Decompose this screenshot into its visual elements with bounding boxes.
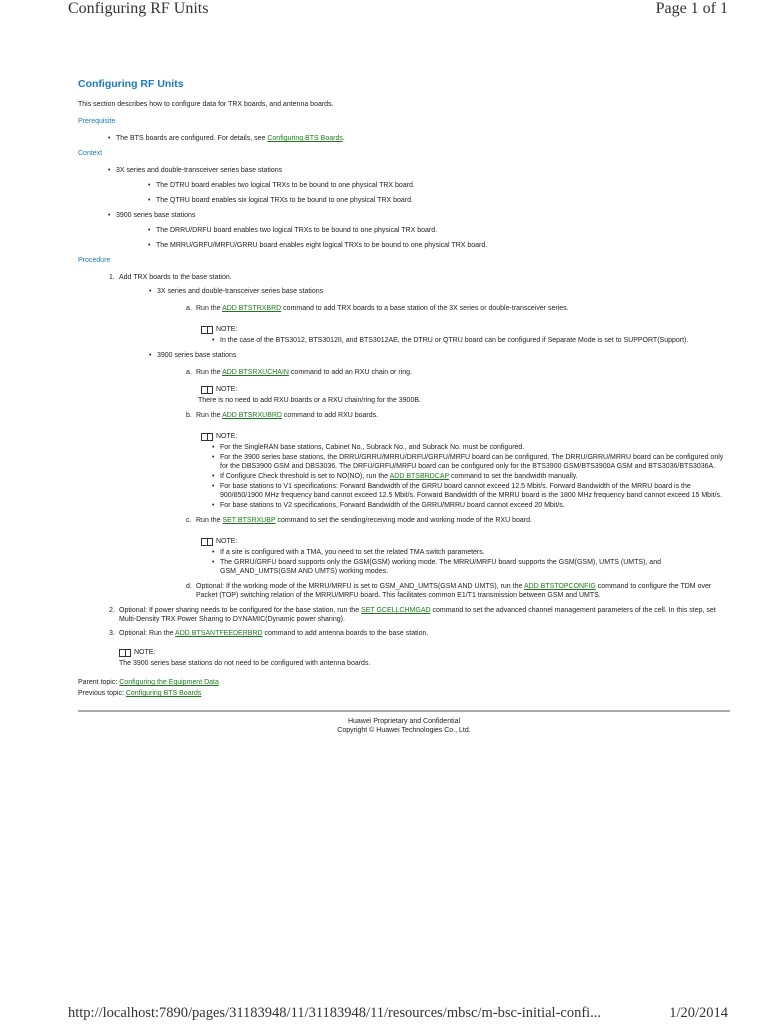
add-btsantfeederbrd-link[interactable]: ADD BTSANTFEEDERBRD (175, 630, 263, 637)
header-page-number: Page 1 of 1 (655, 0, 728, 17)
note-text: The 3900 series base stations do not need to be configured with antenna boards. (119, 660, 371, 667)
add-btsrxuchain-link[interactable]: ADD BTSRXUCHAIN (222, 369, 289, 376)
book-icon (201, 326, 213, 334)
previous-topic: Previous topic: Configuring BTS Boards (78, 690, 202, 697)
procedure-heading: Procedure (78, 257, 111, 264)
step-2-c: c. Run the SET BTSRXUBP command to set the sending/receiving mode and working mode of the RXU board. (186, 517, 532, 524)
intro-text: This section describes how to configure data for TRX boards, and antenna boards. (78, 101, 334, 108)
note-box: NOTE: • If a site is configured with a TMA, you need to set the related TMA switch parameters. • The GRRU/GRFU board supports only the GSM(GSM) working mode. The MRRU/MRFU board supports the GSM(GSM), UMTS (UMTS), and GSM_AND_UMTS(GSM AND UMTS) working modes. (201, 537, 730, 576)
step-1-a: a. Run the ADD BTSTRXBRD command to add TRX boards to a base station of the 3X series or double-transceiver series. (186, 305, 569, 312)
header-title: Configuring RF Units (68, 0, 209, 17)
step-1: 1. Add TRX boards to the base station. (109, 274, 232, 281)
step-2-a: a. Run the ADD BTSRXUCHAIN command to add an RXU chain or ring. (186, 369, 412, 376)
book-icon (201, 386, 213, 394)
note-item: • For the SingleRAN base stations, Cabinet No., Subrack No., and Subrack No. must be configured. (207, 443, 730, 452)
parent-topic-link[interactable]: Configuring the Equipment Data (119, 679, 219, 686)
context-item: • The QTRU board enables six logical TRXs to be bound to one physical TRX board. (78, 196, 730, 205)
book-icon (119, 649, 131, 657)
context-heading: Context (78, 150, 103, 157)
previous-topic-link[interactable]: Configuring BTS Boards (125, 690, 202, 697)
step-2-b: b. Run the ADD BTSRXUBRD command to add RXU boards. (186, 412, 379, 419)
note-item: • If Configure Check threshold is set to NO(NO), run the ADD BTSBRDCAP command to set the bandwidth manually. (207, 472, 730, 481)
prerequisite-heading: Prerequisite (78, 118, 116, 125)
step-3: 3. Optional: Run the ADD BTSANTFEEDERBRD command to add antenna boards to the base station. (109, 630, 429, 637)
note-item: • In the case of the BTS3012, BTS3012II, and BTS3012AE, the DTRU or QTRU board can be configured if Separate Mode is set to SUPPORT(Support). (207, 336, 730, 345)
context-group-3x: • 3X series and double-transceiver series base stations (78, 166, 730, 175)
set-btsrxubp-link[interactable]: SET BTSRXUBP (222, 517, 276, 524)
note-box: NOTE: • For the SingleRAN base stations, Cabinet No., Subrack No., and Subrack No. must be configured. • For the 3900 series base stations, the DRRU/GRRU/MRRU/DRFU/GRFU/MRFU board can be configured. The DRRU/GRRU/MRRU board can be configured only for the DBS3900 GSM and DBS3036. The DRFU/GRFU/MRFU board can be configured only for the BTS3900 GSM/BTS3900A GSM and BTS3036/BTS3036A. • If Configure Check threshold is set to NO(NO), run the ADD BTSBRDCAP command to set the bandwidth manually. • For base stations to V1 specifications: Forward Bandwidth of the GRRU board cannot exceed 12.5 Mbit/s. Forward Bandwidth of the MRRU board is the 900/850/1900 MHz frequency band cannot exceed 12.5 Mbit/s. Forward Bandwidth of the MRRU board is the 1800 MHz frequency band cannot exceed 15 Mbit/s. • For base stations to V2 specifications, Forward Bandwidth of the GRRU/MRRU board cannot exceed 20 Mbit/s. (201, 432, 730, 510)
context-item: • The MRRU/GRFU/MRFU/GRRU board enables eight logical TRXs to be bound to one physical TRX board. (78, 241, 730, 250)
note-item: • If a site is configured with a TMA, you need to set the related TMA switch parameters. (207, 548, 730, 557)
book-icon (201, 433, 213, 441)
step-2-d: d. Optional: If the working mode of the MRRU/MRFU is set to GSM_AND_UMTS(GSM AND UMTS), run the ADD BTSTOPCONFIG command to configure the TDM over Packet (TOP) switching relation of the MRRU/MRFU board. This facilitates common E1/T1 transmission between GSM and UMTS. (186, 583, 712, 599)
add-btstrxbrd-link[interactable]: ADD BTSTRXBRD (222, 305, 282, 312)
document-body (78, 78, 730, 735)
step-2: 2. Optional: If power sharing needs to be configured for the base station, run the SET GCELLCHMGAD command to set the advanced channel management parameters of the cell. In this step, set Multi-Density TRX Power Sharing to DYNAMIC(Dynamic power sharing). (109, 607, 716, 623)
note-box: NOTE: The 3900 series base stations do not need to be configured with antenna boards. (119, 648, 730, 668)
footer-date: 1/20/2014 (669, 1005, 728, 1021)
configuring-bts-boards-link[interactable]: Configuring BTS Boards (267, 135, 343, 142)
set-gcellchmgad-link[interactable]: SET GCELLCHMGAD (361, 607, 431, 614)
page-title: Configuring RF Units (78, 78, 184, 90)
note-box: NOTE: There is no need to add RXU boards or a RXU chain/ring for the 3900B. (201, 385, 730, 405)
parent-topic: Parent topic: Configuring the Equipment Data (78, 679, 219, 686)
add-btstopconfig-link[interactable]: ADD BTSTOPCONFIG (523, 583, 596, 590)
note-item: • For the 3900 series base stations, the DRRU/GRRU/MRRU/DRFU/GRFU/MRFU board can be configured. The DRRU/GRRU/MRRU board can be configured only for the DBS3900 GSM and DBS3036. The DRFU/GRFU/MRFU board can be configured only for the BTS3900 GSM/BTS3900A GSM and BTS3036/BTS3036A. (207, 453, 730, 471)
note-text: There is no need to add RXU boards or a RXU chain/ring for the 3900B. (198, 397, 421, 404)
step-1-sub-3900: • 3900 series base stations (78, 351, 730, 360)
context-item: • The DRRU/DRFU board enables two logical TRXs to be bound to one physical TRX board. (78, 226, 730, 235)
divider (78, 710, 730, 712)
note-item: • For base stations to V1 specifications: Forward Bandwidth of the GRRU board cannot exceed 12.5 Mbit/s. Forward Bandwidth of the MRRU board is the 900/850/1900 MHz frequency band cannot exceed 12.5 Mbit/s. Forward Bandwidth of the MRRU board is the 1800 MHz frequency band cannot exceed 15 Mbit/s. (207, 482, 730, 500)
note-item: • For base stations to V2 specifications, Forward Bandwidth of the GRRU/MRRU board cannot exceed 20 Mbit/s. (207, 501, 730, 510)
legal-line: Huawei Proprietary and Confidential (347, 718, 461, 725)
context-item: • The DTRU board enables two logical TRXs to be bound to one physical TRX board. (78, 181, 730, 190)
add-btsrxubrd-link[interactable]: ADD BTSRXUBRD (222, 412, 282, 419)
copyright-line: Copyright © Huawei Technologies Co., Ltd. (337, 727, 471, 734)
note-box: NOTE: • In the case of the BTS3012, BTS3012II, and BTS3012AE, the DTRU or QTRU board can be configured if Separate Mode is set to SUPPORT(Support). (201, 325, 730, 345)
add-btsbrdcap-link[interactable]: ADD BTSBRDCAP (389, 473, 450, 480)
book-icon (201, 538, 213, 546)
footer-url: http://localhost:7890/pages/31183948/11/31183948/11/resources/mbsc/m-bsc-initial-confi... (68, 1005, 602, 1021)
step-1-sub-3x: • 3X series and double-transceiver series base stations (78, 287, 730, 296)
note-item: • The GRRU/GRFU board supports only the GSM(GSM) working mode. The MRRU/MRFU board supports the GSM(GSM), UMTS (UMTS), and GSM_AND_UMTS(GSM AND UMTS) working modes. (207, 558, 730, 576)
context-group-3900: • 3900 series base stations (78, 211, 730, 220)
prereq-item: • The BTS boards are configured. For details, see Configuring BTS Boards. (78, 134, 730, 143)
